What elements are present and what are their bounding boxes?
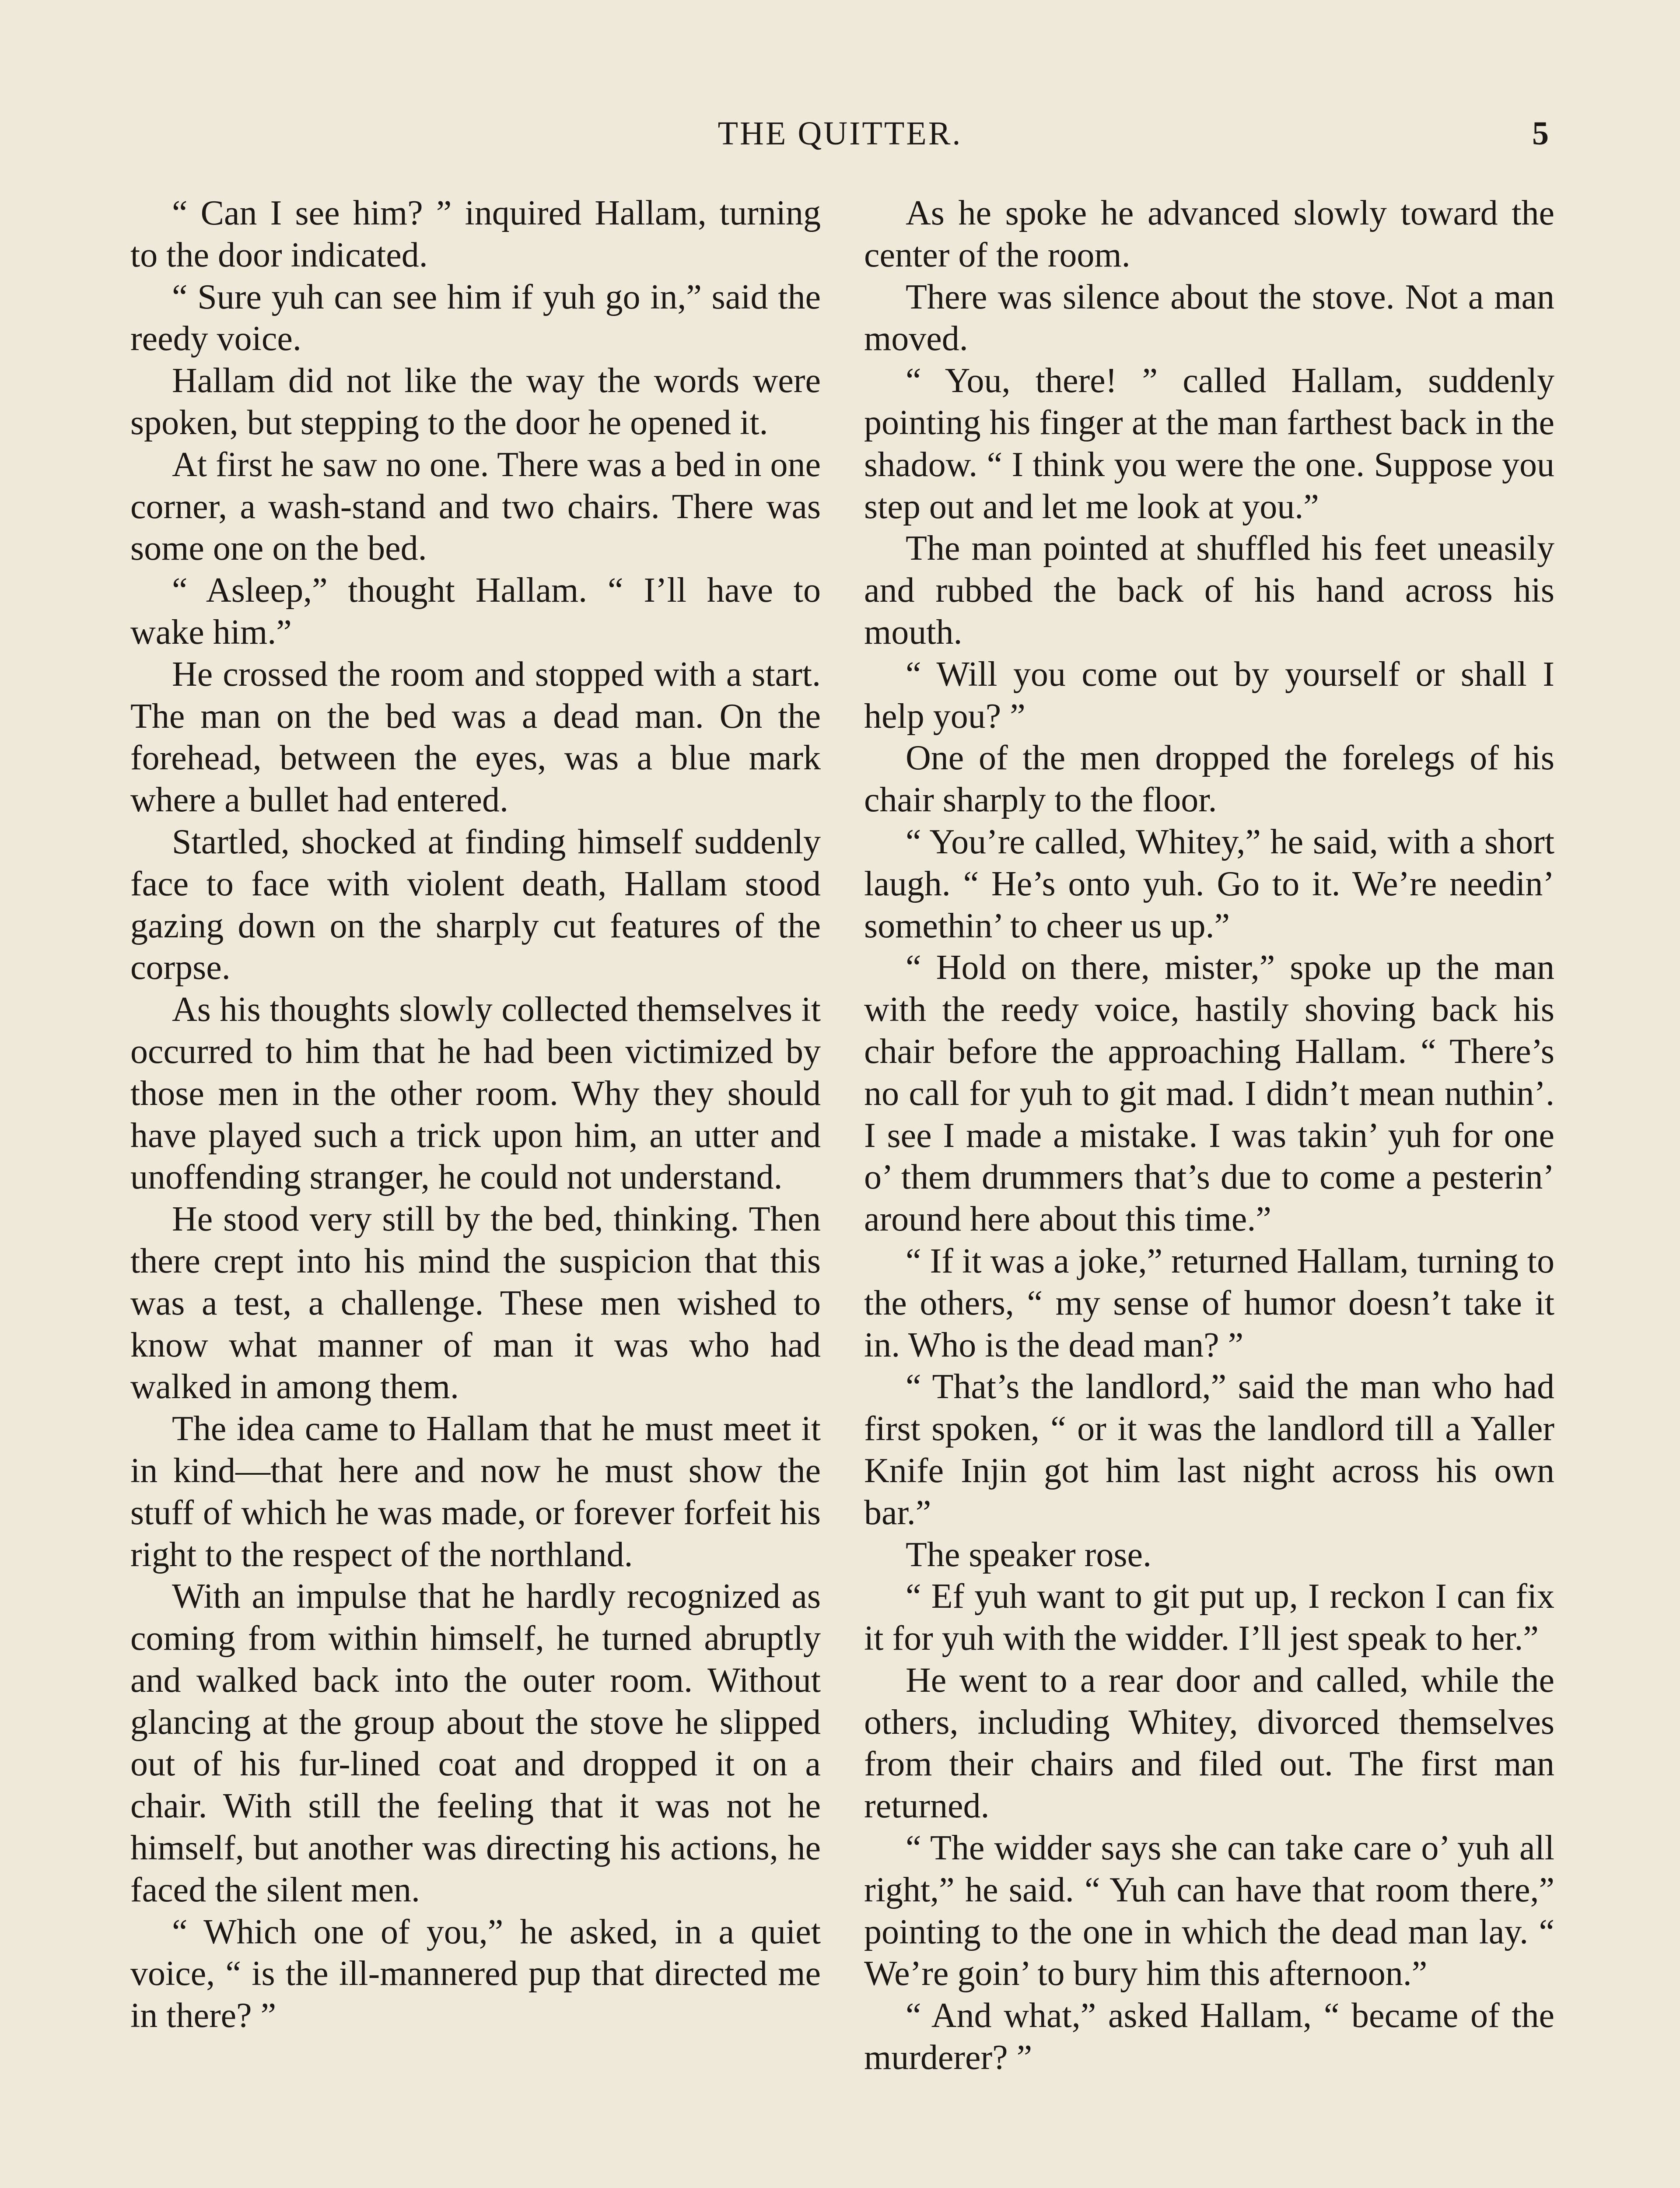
- page-header: [131, 112, 1549, 160]
- paragraph: “ Hold on there, mister,” spoke up the man with the reedy voice, hastily shoving back his chair before the approaching Hallam. “ There’s no call for yuh to git mad. I didn’t mean nuthin’. I see I made a mistake. I was takin’ yuh for one o’ them drummers that’s due to come a pesterin’ around here about this time.”: [864, 948, 1554, 1239]
- paragraph: At first he saw no one. There was a bed in one corner, a wash-stand and two chairs. There was some one on the bed.: [130, 445, 821, 568]
- right-column: [864, 193, 1554, 2079]
- left-column: [130, 193, 821, 2037]
- paragraph: He went to a rear door and called, while the others, including Whitey, divorced themselves from their chairs and filed out. The first man returned.: [864, 1661, 1554, 1826]
- paragraph: He crossed the room and stopped with a start. The man on the bed was a dead man. On the forehead, between the eyes, was a blue mark where a bullet had entered.: [130, 655, 821, 820]
- paragraph: The speaker rose.: [906, 1535, 1152, 1574]
- paragraph: “ If it was a joke,” returned Hallam, turning to the others, “ my sense of humor doesn’t take it in. Who is the dead man? ”: [864, 1241, 1554, 1364]
- paragraph: “ Sure yuh can see him if yuh go in,” said the reedy voice.: [130, 277, 821, 358]
- paragraph: As he spoke he advanced slowly toward the center of the room.: [864, 194, 1554, 274]
- paragraph: With an impulse that he hardly recognized as coming from within himself, he turned abruptly and walked back into the outer room. Without glancing at the group about the stove he slipped out of his fur-lined coat and dropped it on a chair. With still the feeling that it was not he himself, but another was directing his actions, he faced the silent men.: [130, 1577, 821, 1909]
- paragraph: Hallam did not like the way the words were spoken, but stepping to the door he opened it.: [130, 361, 821, 442]
- paragraph: “ Asleep,” thought Hallam. “ I’ll have to wake him.”: [130, 571, 821, 652]
- paragraph: “ Which one of you,” he asked, in a quiet voice, “ is the ill-mannered pup that directed me in there? ”: [130, 1912, 821, 2035]
- paragraph: There was silence about the stove. Not a man moved.: [864, 277, 1554, 358]
- paragraph: “ Will you come out by yourself or shall I help you? ”: [864, 655, 1554, 736]
- paragraph: “ You’re called, Whitey,” he said, with a short laugh. “ He’s onto yuh. Go to it. We’re needin’ somethin’ to cheer us up.”: [864, 822, 1554, 945]
- paragraph: “ That’s the landlord,” said the man who had first spoken, “ or it was the landlord till a Yaller Knife Injin got him last night across his own bar.”: [864, 1368, 1554, 1532]
- paragraph: “ Ef yuh want to git put up, I reckon I can fix it for yuh with the widder. I’ll jest speak to her.”: [864, 1577, 1554, 1658]
- paragraph: “ Can I see him? ” inquired Hallam, turning to the door indicated.: [130, 194, 821, 274]
- running-title: THE QUITTER.: [718, 115, 962, 152]
- page-number: 5: [1532, 115, 1549, 152]
- paragraph: He stood very still by the bed, thinking. Then there crept into his mind the suspicion that this was a test, a challenge. These men wished to know what manner of man it was who had walked in among them.: [130, 1200, 821, 1406]
- paragraph: “ You, there! ” called Hallam, suddenly pointing his finger at the man farthest back in the shadow. “ I think you were the one. Suppose you step out and let me look at you.”: [864, 361, 1554, 526]
- paragraph: As his thoughts slowly collected themselves it occurred to him that he had been victimized by those men in the other room. Why they should have played such a trick upon him, an utter and unoffending stranger, he could not understand.: [130, 990, 821, 1197]
- paragraph: The idea came to Hallam that he must meet it in kind—that here and now he must show the stuff of which he was made, or forever forfeit his right to the respect of the northland.: [130, 1410, 821, 1574]
- paragraph: “ The widder says she can take care o’ yuh all right,” he said. “ Yuh can have that room there,” pointing to the one in which the dead man lay. “ We’re goin’ to bury him this afternoon.”: [864, 1829, 1554, 1993]
- paragraph: “ And what,” asked Hallam, “ became of the murderer? ”: [864, 1996, 1554, 2077]
- paragraph: Startled, shocked at finding himself suddenly face to face with violent death, Hallam stood gazing down on the sharply cut features of the corpse.: [130, 822, 821, 987]
- paragraph: One of the men dropped the forelegs of his chair sharply to the floor.: [864, 739, 1554, 820]
- paragraph: The man pointed at shuffled his feet uneasily and rubbed the back of his hand across his mouth.: [864, 529, 1554, 652]
